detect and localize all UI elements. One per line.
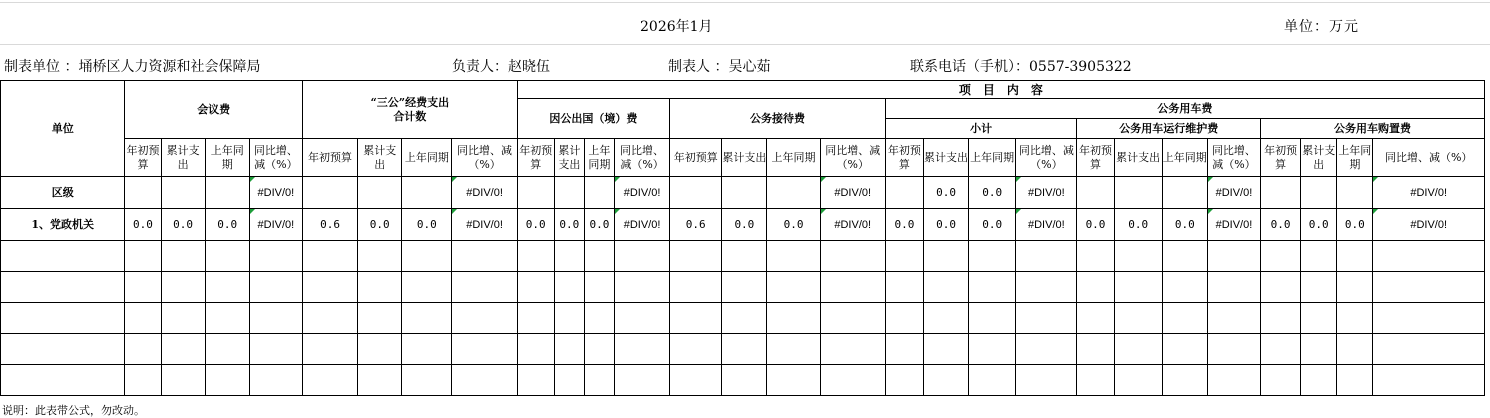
table-cell[interactable]: #DIV/0! bbox=[820, 209, 885, 241]
table-cell[interactable]: 0.0 bbox=[885, 209, 923, 241]
table-cell[interactable] bbox=[302, 177, 357, 209]
subheader-yoy: 同比增、减（%） bbox=[820, 139, 885, 177]
table-cell[interactable]: 0.0 bbox=[923, 209, 968, 241]
table-cell[interactable] bbox=[670, 177, 722, 209]
sheet-gridline bbox=[0, 2, 1490, 3]
data-row-district bbox=[1, 177, 1485, 209]
report-date: 2026年1月 bbox=[640, 19, 713, 35]
header-row-1 bbox=[1, 81, 1485, 99]
subheader-yoy: 同比增、减（%） bbox=[614, 139, 669, 177]
table-cell[interactable] bbox=[885, 177, 923, 209]
table-cell[interactable]: 0.0 bbox=[1301, 209, 1337, 241]
table-cell[interactable]: 0.0 bbox=[161, 209, 205, 241]
empty-row bbox=[1, 272, 1485, 303]
row-label: 区级 bbox=[1, 177, 125, 209]
subheader-lastyear: 上年同期 bbox=[205, 139, 249, 177]
table-cell[interactable]: #DIV/0! bbox=[1207, 209, 1260, 241]
subheader-budget: 年初预算 bbox=[1077, 139, 1114, 177]
table-cell[interactable]: 0.0 bbox=[517, 209, 554, 241]
empty-row bbox=[1, 303, 1485, 334]
table-cell[interactable]: #DIV/0! bbox=[452, 177, 517, 209]
table-cell[interactable] bbox=[767, 177, 820, 209]
car-maintenance-header: 公务用车运行维护费 bbox=[1077, 119, 1261, 139]
abroad-fee-header: 因公出国（境）费 bbox=[517, 99, 669, 139]
subheader-lastyear: 上年同期 bbox=[767, 139, 820, 177]
table-cell[interactable]: 0.0 bbox=[1114, 209, 1162, 241]
table-cell[interactable]: 0.6 bbox=[670, 209, 722, 241]
items-header: 项 目 内 容 bbox=[517, 81, 1484, 99]
subheader-budget: 年初预算 bbox=[517, 139, 554, 177]
table-cell[interactable] bbox=[1261, 177, 1301, 209]
table-cell[interactable]: #DIV/0! bbox=[1016, 177, 1077, 209]
subheader-yoy: 同比增、减（%） bbox=[452, 139, 517, 177]
subheader-lastyear: 上年同期 bbox=[1337, 139, 1373, 177]
row-label: 1、党政机关 bbox=[1, 209, 125, 241]
empty-row bbox=[1, 334, 1485, 365]
subheader-budget: 年初预算 bbox=[885, 139, 923, 177]
table-cell[interactable]: 0.0 bbox=[554, 209, 584, 241]
subheader-budget: 年初预算 bbox=[1261, 139, 1301, 177]
table-cell[interactable]: 0.0 bbox=[767, 209, 820, 241]
car-subtotal-header: 小计 bbox=[885, 119, 1077, 139]
subheader-yoy: 同比增、减（%） bbox=[1016, 139, 1077, 177]
table-cell[interactable]: #DIV/0! bbox=[1373, 177, 1485, 209]
table-cell[interactable]: #DIV/0! bbox=[452, 209, 517, 241]
table-cell[interactable]: #DIV/0! bbox=[1016, 209, 1077, 241]
car-purchase-header: 公务用车购置费 bbox=[1261, 119, 1485, 139]
contact-phone: 联系电话（手机）：0557-3905322 bbox=[910, 59, 1132, 75]
table-cell[interactable] bbox=[1077, 177, 1114, 209]
footnote: 说明：此表带公式，勿改动。 bbox=[2, 405, 145, 417]
three-public-header bbox=[302, 81, 517, 139]
table-cell[interactable]: 0.0 bbox=[125, 209, 161, 241]
table-cell[interactable]: 0.0 bbox=[1337, 209, 1373, 241]
table-cell[interactable]: 0.0 bbox=[1077, 209, 1114, 241]
table-cell[interactable]: #DIV/0! bbox=[1373, 209, 1485, 241]
subheader-yoy: 同比增、减（%） bbox=[249, 139, 302, 177]
car-fee-header: 公务用车费 bbox=[885, 99, 1484, 119]
table-cell[interactable] bbox=[1301, 177, 1337, 209]
responsible-person: 负责人：赵晓伍 bbox=[452, 59, 550, 75]
table-cell[interactable]: 0.0 bbox=[584, 209, 614, 241]
expense-table bbox=[0, 80, 1485, 396]
table-cell[interactable]: #DIV/0! bbox=[1207, 177, 1260, 209]
subheader-spent: 累计支出 bbox=[1114, 139, 1162, 177]
table-cell[interactable]: 0.0 bbox=[205, 209, 249, 241]
subheader-lastyear: 上年同期 bbox=[584, 139, 614, 177]
table-cell[interactable] bbox=[1337, 177, 1373, 209]
three-public-header-line2: 合计数 bbox=[393, 109, 427, 123]
subheader-spent: 累计支出 bbox=[161, 139, 205, 177]
subheader-lastyear: 上年同期 bbox=[1162, 139, 1207, 177]
table-cell[interactable]: #DIV/0! bbox=[614, 209, 669, 241]
table-cell[interactable]: #DIV/0! bbox=[249, 177, 302, 209]
header-row-4 bbox=[1, 139, 1485, 177]
table-cell[interactable]: #DIV/0! bbox=[249, 209, 302, 241]
subheader-spent: 累计支出 bbox=[923, 139, 968, 177]
three-public-header-line1: “三公”经费支出 bbox=[370, 95, 450, 109]
subheader-spent: 累计支出 bbox=[554, 139, 584, 177]
subheader-budget: 年初预算 bbox=[125, 139, 161, 177]
table-cell[interactable]: 0.6 bbox=[302, 209, 357, 241]
maker-unit: 制表单位 ：埇桥区人力资源和社会保障局 bbox=[4, 59, 261, 75]
table-cell[interactable] bbox=[1162, 177, 1207, 209]
subheader-budget: 年初预算 bbox=[670, 139, 722, 177]
subheader-lastyear: 上年同期 bbox=[969, 139, 1016, 177]
table-cell[interactable]: 0.0 bbox=[923, 177, 968, 209]
subheader-spent: 累计支出 bbox=[358, 139, 402, 177]
table-cell[interactable] bbox=[554, 177, 584, 209]
table-cell[interactable] bbox=[584, 177, 614, 209]
subheader-spent: 累计支出 bbox=[1301, 139, 1337, 177]
table-cell[interactable] bbox=[517, 177, 554, 209]
sheet-gridline bbox=[0, 44, 1490, 45]
table-cell[interactable]: 0.0 bbox=[722, 209, 767, 241]
table-maker: 制表人 ：吴心茹 bbox=[668, 59, 771, 75]
reception-fee-header: 公务接待费 bbox=[670, 99, 886, 139]
table-cell[interactable] bbox=[358, 177, 402, 209]
table-cell[interactable]: #DIV/0! bbox=[614, 177, 669, 209]
subheader-lastyear: 上年同期 bbox=[402, 139, 452, 177]
table-cell[interactable]: 0.0 bbox=[969, 209, 1016, 241]
currency-unit: 单位：万元 bbox=[1284, 19, 1359, 35]
table-cell[interactable]: 0.0 bbox=[358, 209, 402, 241]
empty-row bbox=[1, 241, 1485, 272]
meeting-fee-header: 会议费 bbox=[125, 81, 303, 139]
table-cell[interactable]: 0.0 bbox=[1261, 209, 1301, 241]
table-cell[interactable]: 0.0 bbox=[402, 209, 452, 241]
table-cell[interactable]: 0.0 bbox=[1162, 209, 1207, 241]
col-unit-header: 单位 bbox=[1, 81, 125, 177]
table-cell[interactable] bbox=[722, 177, 767, 209]
table-cell[interactable] bbox=[161, 177, 205, 209]
table-cell[interactable] bbox=[402, 177, 452, 209]
subheader-spent: 累计支出 bbox=[722, 139, 767, 177]
subheader-yoy: 同比增、减（%） bbox=[1373, 139, 1485, 177]
table-cell[interactable]: 0.0 bbox=[969, 177, 1016, 209]
table-cell[interactable] bbox=[1114, 177, 1162, 209]
subheader-yoy: 同比增、减（%） bbox=[1207, 139, 1260, 177]
subheader-budget: 年初预算 bbox=[302, 139, 357, 177]
empty-row bbox=[1, 365, 1485, 396]
table-cell[interactable]: #DIV/0! bbox=[820, 177, 885, 209]
table-cell[interactable] bbox=[205, 177, 249, 209]
table-cell[interactable] bbox=[125, 177, 161, 209]
data-row-party-organs bbox=[1, 209, 1485, 241]
